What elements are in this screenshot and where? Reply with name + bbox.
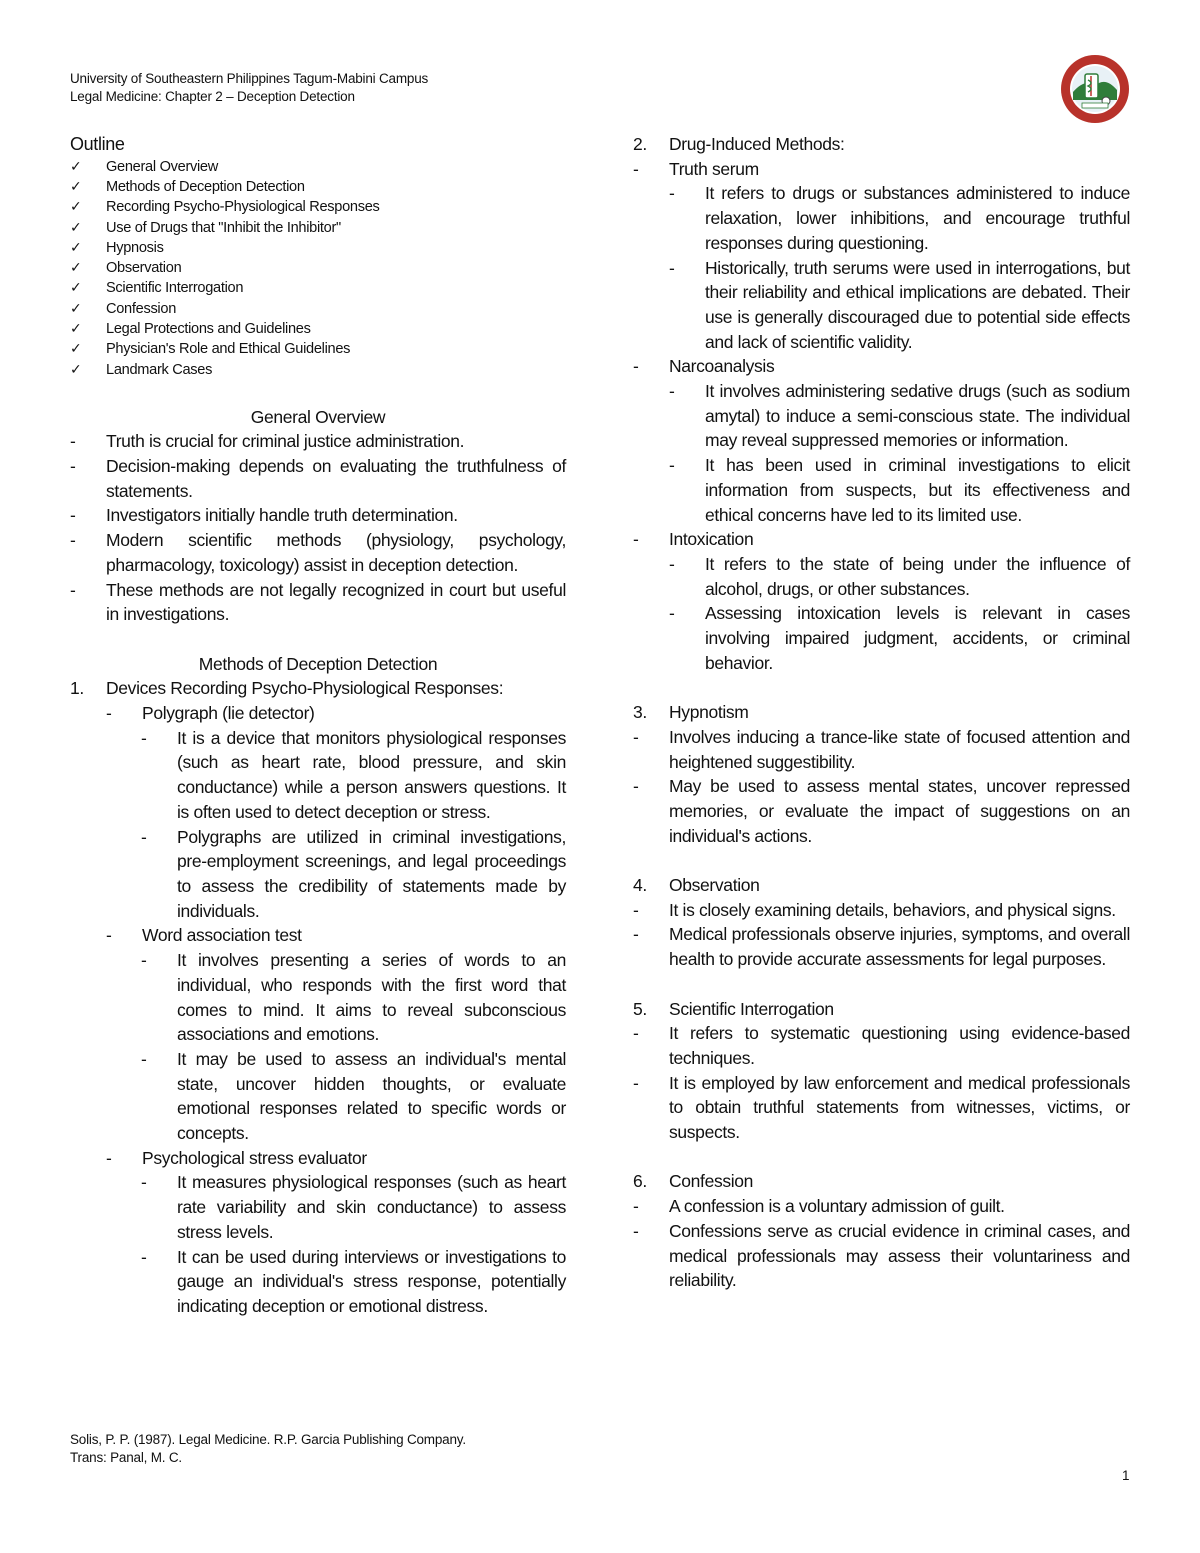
left-column (70, 132, 566, 1319)
page-number: 1 (1122, 1468, 1130, 1483)
method-heading: 2. Drug-Induced Methods: (633, 134, 845, 154)
document-header (70, 70, 428, 106)
checkmark-icon: ✓ (70, 199, 82, 216)
section-title-general-overview: General Overview (250, 406, 386, 427)
list-item: - These methods are not legally recognized in court but useful in investigations. (70, 579, 566, 625)
sub-heading: - Truth serum (633, 158, 759, 179)
list-item: - It has been used in criminal investigations to elicit information from suspects, but its effectiveness and ethical concerns have led to its limited use. (669, 455, 1130, 525)
list-item: - It is a device that monitors physiological responses (such as heart rate, blood pressure, and skin conductance) while a person answers questions. It is often used to detect deception or stress. (141, 727, 566, 822)
right-column (633, 132, 1130, 1293)
section-title-methods: Methods of Deception Detection (198, 653, 438, 674)
list-item: - Investigators initially handle truth determination. (70, 505, 458, 526)
checkmark-icon: ✓ (70, 219, 82, 236)
list-item: - It refers to drugs or substances administered to induce relaxation, lower inhibitions, and encourage truthful responses during questioning. (669, 183, 1130, 253)
list-item: - It refers to systematic questioning using evidence-based techniques. (633, 1023, 1130, 1068)
method-heading: 5. Scientific Interrogation (633, 998, 834, 1019)
checkmark-icon: ✓ (70, 239, 82, 256)
list-item: ✓ Landmark Cases (70, 360, 566, 380)
list-item: ✓ Scientific Interrogation (70, 278, 566, 298)
list-item: ✓ Methods of Deception Detection (70, 177, 566, 197)
checkmark-icon: ✓ (70, 361, 82, 378)
checkmark-icon: ✓ (70, 179, 82, 195)
list-item: - It refers to the state of being under the influence of alcohol, drugs, or other substances. (669, 553, 1130, 599)
list-item: ✓ General Overview (70, 157, 566, 177)
sub-heading: - Polygraph (lie detector) (106, 703, 315, 724)
checkmark-icon: ✓ (70, 300, 82, 317)
list-item: - It is employed by law enforcement and medical professionals to obtain truthful statements from witnesses, victims, or suspects. (633, 1072, 1130, 1143)
checkmark-icon: ✓ (70, 280, 82, 297)
list-item: - Truth is crucial for criminal justice administration. (70, 431, 465, 452)
sub-heading: - Word association test (106, 925, 302, 946)
sub-heading: - Psychological stress evaluator (106, 1147, 367, 1168)
document-footer (70, 1431, 466, 1467)
list-item: - It involves presenting a series of words to an individual, who responds with the first word that comes to mind. It aims to reveal subconscious associations and emotions. (141, 950, 566, 1045)
checkmark-icon: ✓ (70, 260, 82, 277)
list-item: - It involves administering sedative drugs (such as sodium amytal) to induce a semi-conscious state. The individual may reveal suppressed memories or information. (669, 381, 1130, 451)
header-course: Legal Medicine: Chapter 2 – Deception Detection (70, 89, 355, 104)
citation: Solis, P. P. (1987). Legal Medicine. R.P. Garcia Publishing Company. (70, 1432, 466, 1447)
list-item: - Involves inducing a trance-like state of focused attention and heightened suggestibility. (633, 726, 1130, 772)
sub-heading: - Intoxication (633, 529, 754, 550)
method-heading: 6. Confession (633, 1171, 754, 1192)
list-item: - May be used to assess mental states, uncover repressed memories, or evaluate the impact of suggestions on an individual's actions. (633, 776, 1130, 846)
list-item: ✓ Legal Protections and Guidelines (70, 319, 566, 339)
outline-title: Outline (70, 134, 125, 154)
list-item: - Modern scientific methods (physiology, psychology, pharmacology, toxicology) assist in deception detection. (70, 530, 566, 575)
translator: Trans: Panal, M. C. (70, 1450, 182, 1465)
list-item: ✓ Hypnosis (70, 238, 566, 258)
checkmark-icon: ✓ (70, 341, 82, 358)
method-heading: 3. Hypnotism (633, 702, 749, 723)
list-item: ✓ Use of Drugs that "Inhibit the Inhibitor" (70, 218, 566, 238)
method-heading: 1. Devices Recording Psycho-Physiological Responses: (70, 678, 504, 699)
list-item: ✓ Physician's Role and Ethical Guidelines (70, 339, 566, 359)
list-item: ✓ Observation (70, 258, 566, 278)
outline-list (70, 157, 566, 380)
checkmark-icon: ✓ (70, 158, 82, 175)
list-item: ✓ Confession (70, 299, 566, 319)
list-item: - It is closely examining details, behaviors, and physical signs. (633, 899, 1116, 920)
list-item: - It may be used to assess an individual's mental state, uncover hidden thoughts, or evaluate emotional responses related to specific words or concepts. (141, 1048, 566, 1144)
list-item: - It measures physiological responses (such as heart rate variability and skin conductance) to assess stress levels. (141, 1172, 566, 1242)
sub-heading: - Narcoanalysis (633, 356, 775, 377)
checkmark-icon: ✓ (70, 321, 82, 338)
header-institution: University of Southeastern Philippines Tagum-Mabini Campus (70, 71, 429, 86)
list-item: - Confessions serve as crucial evidence in criminal cases, and medical professionals may assess their voluntariness and reliability. (633, 1220, 1130, 1291)
school-seal-icon (1060, 54, 1130, 124)
list-item: - Decision-making depends on evaluating the truthfulness of statements. (70, 456, 566, 501)
list-item: - Polygraphs are utilized in criminal investigations, pre-employment screenings, and legal proceedings to assess the credibility of statements made by individuals. (141, 826, 566, 921)
list-item: ✓ Recording Psycho-Physiological Responses (70, 197, 566, 217)
list-item: - Medical professionals observe injuries, symptoms, and overall health to provide accurate assessments for legal purposes. (633, 924, 1130, 970)
list-item: - It can be used during interviews or investigations to gauge an individual's stress response, potentially indicating deception or emotional distress. (141, 1246, 566, 1316)
list-item: - Assessing intoxication levels is relevant in cases involving impaired judgment, accidents, or criminal behavior. (669, 603, 1130, 673)
method-heading: 4. Observation (633, 875, 760, 896)
list-item: - A confession is a voluntary admission of guilt. (633, 1196, 1005, 1217)
list-item: - Historically, truth serums were used in interrogations, but their reliability and ethical implications are debated. Their use is generally discouraged due to potential side effects and lack of scientific validity. (669, 257, 1130, 352)
